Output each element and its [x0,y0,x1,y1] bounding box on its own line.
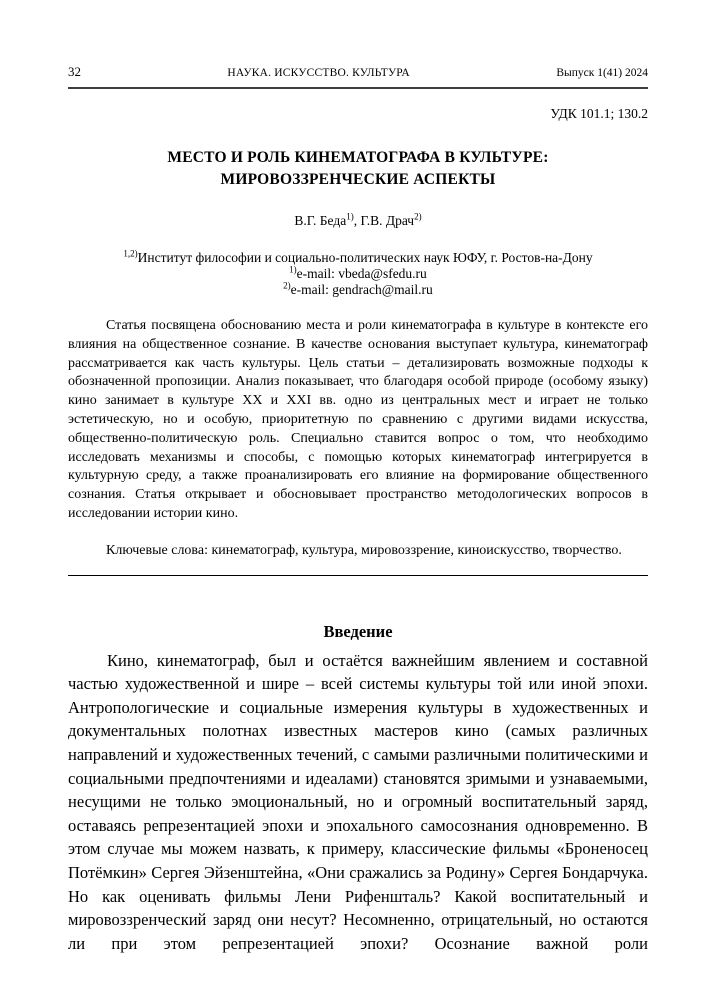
affiliation-line [68,250,648,266]
header-rule [68,87,648,89]
authors-separator: , [353,213,361,228]
introduction-paragraph: Кино, кинематограф, был и остаётся важнейшим явлением и составной частью художественной и шире – всей системы культуры той или иной эпохи. Антропологические и социальные измерения культуры в художественных и документальных полотнах известных мастеров кино (самых различных направлений и художественных течений, с самыми различными политическими и социальными предпочтениями и идеалами) становятся зримыми и узнаваемыми, несущими не только эмоциональный, но и огромный воспитательный заряд, оставаясь репрезентацией эпохи и эпохального самосознания одновременно. В этом случае мы можем назвать, к примеру, классические фильмы «Броненосец Потёмкин» Сергея Эйзенштейна, «Они сражались за Родину» Сергея Бондарчука. Но как оценивать фильмы Лени Рифеншталь? Какой воспитательный и мировоззренческий заряд они несут? Несомненно, отрицательный, но остаются ли при этом репрезентацией эпохи? Осознание важной роли [68,650,648,953]
page-number: 32 [68,64,81,79]
article-title-line1: МЕСТО И РОЛЬ КИНЕМАТОГРАФА В КУЛЬТУРЕ: [167,149,549,166]
running-head [68,64,648,80]
email-line-2 [68,282,648,298]
email-1-superscript: 1) [289,264,297,275]
udc-label: УДК 101.1; 130.2 [550,106,648,121]
email-1-text: e-mail: vbeda@sfedu.ru [296,266,427,281]
article-title [68,147,648,191]
journal-title: НАУКА. ИСКУССТВО. КУЛЬТУРА [227,67,410,79]
issue-label: Выпуск 1(41) 2024 [556,67,648,79]
email-2-superscript: 2) [283,280,291,291]
author-2-name: Г.В. Драч [360,213,415,228]
affiliation-superscript: 1,2) [123,248,138,259]
keywords-paragraph: Ключевые слова: кинематограф, культура, мировоззрение, киноискусство, творчество. [106,542,622,558]
abstract-paragraph: Статья посвящена обоснованию места и роли кинематографа в культуре в контексте его влияния на общественное сознание. В качестве основания выступает культура, кинематограф рассматривается как часть культуры. Цель статьи – детализировать возможные подходы к обозначенной пропозиции. Анализ показывает, что благодаря особой природе (особому языку) кино занимает в культуре XX и XXI вв. одно из центральных мест и играет не только эстетическую, но и особую, приоритетную по сравнению с другими видами искусства, общественно-политическую роль. Специально ставится вопрос о том, что необходимо исследовать механизмы и способы, с помощью которых кинематограф интегрируется в культурную среду, а также проанализировать его влияние на формирование общественного сознания. Статья открывает и обосновывает пространство методологических вопросов в исследовании истории кино. [68,318,648,521]
author-2-superscript: 2) [414,211,422,222]
affiliation-text: Институт философии и социально-политических наук ЮФУ, г. Ростов-на-Дону [137,250,593,265]
section-heading-introduction: Введение [323,621,393,641]
section-divider [68,575,648,576]
author-1-superscript: 1) [346,211,354,222]
email-line-1 [68,266,648,282]
article-title-line2: МИРОВОЗЗРЕНЧЕСКИЕ АСПЕКТЫ [220,171,496,188]
authors-line [68,213,648,229]
email-2-text: e-mail: gendrach@mail.ru [290,282,433,297]
author-1-name: В.Г. Беда [294,213,347,228]
